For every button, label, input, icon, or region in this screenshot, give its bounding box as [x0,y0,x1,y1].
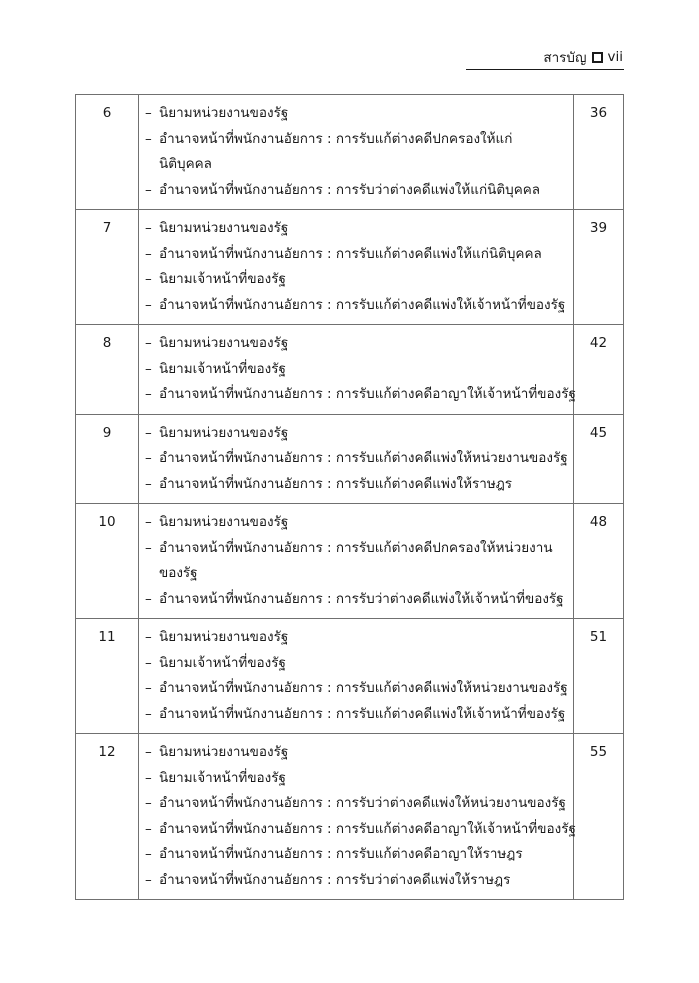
topic-item: – นิยามเจ้าหน้าที่ของรัฐ [145,357,569,383]
page-number: 51 [574,619,624,734]
toc-row [76,619,624,734]
topic-item: – อำนาจหน้าที่พนักงานอัยการ : การรับว่าต่างคดีแพ่งให้ราษฎร [145,868,569,894]
topic-item: – นิยามหน่วยงานของรัฐ [145,331,569,357]
topics-cell [139,210,574,325]
toc-row [76,414,624,504]
toc-row [76,504,624,619]
row-number: 11 [76,619,139,734]
toc-row [76,210,624,325]
topic-item-continuation: ของรัฐ [159,565,198,581]
topics-cell [139,95,574,210]
topic-item: – นิยามเจ้าหน้าที่ของรัฐ [145,651,569,677]
topic-item: – อำนาจหน้าที่พนักงานอัยการ : การรับแก้ต่างคดีอาญาให้เจ้าหน้าที่ของรัฐ [145,817,569,843]
row-number: 7 [76,210,139,325]
topic-item-continuation: นิติบุคคล [159,156,212,172]
topic-item: – อำนาจหน้าที่พนักงานอัยการ : การรับแก้ต่างคดีแพ่งให้หน่วยงานของรัฐ [145,446,569,472]
page-number: 45 [574,414,624,504]
topics-cell [139,325,574,415]
row-number: 12 [76,734,139,900]
topic-item: – อำนาจหน้าที่พนักงานอัยการ : การรับแก้ต่างคดีปกครองให้หน่วยงาน [145,536,569,562]
toc-row [76,95,624,210]
page-number: 42 [574,325,624,415]
toc-row [76,734,624,900]
topics-cell [139,734,574,900]
header-page-number: vii [607,49,623,65]
page-header [543,46,623,68]
topics-cell [139,619,574,734]
topic-item: – อำนาจหน้าที่พนักงานอัยการ : การรับแก้ต่างคดีอาญาให้ราษฎร [145,842,569,868]
topic-item: – อำนาจหน้าที่พนักงานอัยการ : การรับแก้ต่างคดีแพ่งให้หน่วยงานของรัฐ [145,676,569,702]
row-number: 9 [76,414,139,504]
row-number: 8 [76,325,139,415]
topic-item: – นิยามเจ้าหน้าที่ของรัฐ [145,267,569,293]
topics-cell [139,504,574,619]
page-number: 39 [574,210,624,325]
topic-item: – อำนาจหน้าที่พนักงานอัยการ : การรับแก้ต่างคดีแพ่งให้แก่นิติบุคคล [145,242,569,268]
topic-item: – นิยามหน่วยงานของรัฐ [145,625,569,651]
page-number: 48 [574,504,624,619]
topic-item: – อำนาจหน้าที่พนักงานอัยการ : การรับแก้ต่างคดีแพ่งให้ราษฎร [145,472,569,498]
topic-item: – นิยามเจ้าหน้าที่ของรัฐ [145,766,569,792]
topic-item: – อำนาจหน้าที่พนักงานอัยการ : การรับแก้ต่างคดีแพ่งให้เจ้าหน้าที่ของรัฐ [145,293,569,319]
header-title: สารบัญ [543,50,587,66]
topic-item: – อำนาจหน้าที่พนักงานอัยการ : การรับว่าต่างคดีแพ่งให้แก่นิติบุคคล [145,178,569,204]
topic-item: – อำนาจหน้าที่พนักงานอัยการ : การรับแก้ต่างคดีปกครองให้แก่ [145,127,569,153]
page-number: 36 [574,95,624,210]
topic-item: – อำนาจหน้าที่พนักงานอัยการ : การรับว่าต่างคดีแพ่งให้หน่วยงานของรัฐ [145,791,569,817]
row-number: 10 [76,504,139,619]
topic-item: – นิยามหน่วยงานของรัฐ [145,510,569,536]
toc-row [76,325,624,415]
toc-table [75,94,624,900]
topic-item: – นิยามหน่วยงานของรัฐ [145,740,569,766]
row-number: 6 [76,95,139,210]
topic-item: – อำนาจหน้าที่พนักงานอัยการ : การรับแก้ต่างคดีอาญาให้เจ้าหน้าที่ของรัฐ [145,382,569,408]
header-rule [466,69,624,70]
page-number: 55 [574,734,624,900]
topic-item: – อำนาจหน้าที่พนักงานอัยการ : การรับแก้ต่างคดีแพ่งให้เจ้าหน้าที่ของรัฐ [145,702,569,728]
topic-item: – นิยามหน่วยงานของรัฐ [145,216,569,242]
topic-item: – นิยามหน่วยงานของรัฐ [145,101,569,127]
topic-item: – อำนาจหน้าที่พนักงานอัยการ : การรับว่าต่างคดีแพ่งให้เจ้าหน้าที่ของรัฐ [145,587,569,613]
topics-cell [139,414,574,504]
topic-item: – นิยามหน่วยงานของรัฐ [145,421,569,447]
checkbox-square-icon [592,52,603,63]
